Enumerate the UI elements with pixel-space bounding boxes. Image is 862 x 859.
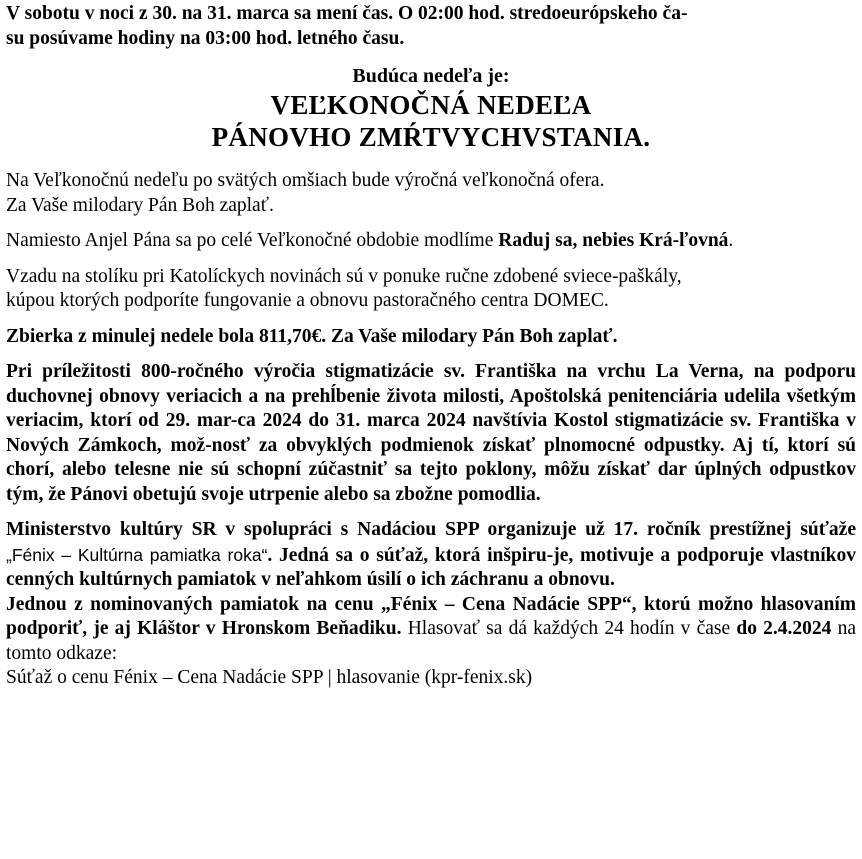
candles-line-1: Vzadu na stolíku pri Katolíckych novinách sú v ponuke ručne zdobené sviece-paškály,: [6, 265, 682, 287]
next-sunday-title-1: VEĽKONOČNÁ NEDEĽA: [270, 90, 592, 120]
time-change-notice: [6, 2, 856, 51]
fenix-description: . Jedná sa o súťaž, ktorá inšpiru-je, motivuje a podporuje vlastníkov cenných kultúrnych pamiatok v neľahkom úsilí o ich záchranu a obnovu.: [6, 544, 856, 590]
indulgence-notice: Pri príležitosti 800-ročného výročia stigmatizácie sv. Františka na vrchu La Verna, na podporu duchovnej obnovy veriacich a na prehĺbenie života milosti, Apoštolská penitenciária udelila všetkým veriacim, ktorí od 29. mar-ca 2024 do 31. marca 2024 navštívia Kostol stigmatizácie sv. Františka v Nových Zámkoch, mož-nosť za obvyklých podmienok získať plnomocné odpustky. Aj tí, ktorí sú chorí, alebo telesne nie sú schopní zúčastniť sa tejto poklony, môžu získať dar úplných odpustkov tým, že Pánovi obetujú svoje utrpenie alebo sa zbožne pomodlia.: [6, 361, 856, 505]
fenix-contest-notice: [6, 518, 856, 593]
collection-notice: Zbierka z minulej nedele bola 811,70€. Za Vaše milodary Pán Boh zaplať.: [6, 325, 618, 347]
fenix-vote-link[interactable]: Súťaž o cenu Fénix – Cena Nadácie SPP | hlasovanie (kpr-fenix.sk): [6, 667, 533, 688]
regina-prayer-name: Raduj sa, nebies Krá-ľovná: [498, 230, 729, 251]
fenix-intro: Ministerstvo kultúry SR v spolupráci s Nadáciou SPP organizuje už 17. ročník prestížnej súťaže: [6, 519, 856, 540]
regina-text: Namiesto Anjel Pána sa po celé Veľkonočné obdobie modlíme: [6, 230, 499, 251]
regina-coeli-notice: [6, 229, 856, 254]
bulletin-page: [6, 2, 856, 691]
regina-end: .: [728, 230, 734, 251]
fenix-vote-text-1: Hlasovať sa dá každých 24 hodín v čase: [401, 618, 737, 639]
time-change-line-1: V sobotu v noci z 30. na 31. marca sa mení čas. O 02:00 hod. stredoeurópskeho ča-: [6, 3, 688, 24]
fenix-vote-bold: Jednou z nominovaných pamiatok na cenu „Fénix – Cena Nadácie SPP“, ktorú možno hlasovaním podporiť, je aj Kláštor v Hronskom Beňadiku.: [6, 593, 856, 639]
fenix-contest-name: „Fénix – Kultúrna pamiatka roka“: [6, 544, 268, 565]
easter-offering-line-2: Za Vaše milodary Pán Boh zaplať.: [6, 194, 274, 216]
fenix-vote-notice: [6, 593, 856, 667]
candles-notice: [6, 265, 856, 314]
fenix-vote-deadline: do 2.4.2024: [736, 618, 832, 639]
easter-offering-line-1: Na Veľkonočnú nedeľu po svätých omšiach bude výročná veľkonočná ofera.: [6, 170, 605, 191]
next-sunday-title-2: PÁNOVHO ZMŔTVYCHVSTANIA.: [211, 122, 651, 152]
easter-offering-notice: [6, 169, 856, 218]
fenix-vote-text-2: na tomto odkaze:: [6, 618, 856, 664]
next-sunday-intro: Budúca nedeľa je:: [352, 65, 510, 87]
time-change-line-2: su posúvame hodiny na 03:00 hod. letného času.: [6, 27, 405, 49]
candles-line-2: kúpou ktorých podporíte fungovanie a obnovu pastoračného centra DOMEC.: [6, 290, 609, 311]
